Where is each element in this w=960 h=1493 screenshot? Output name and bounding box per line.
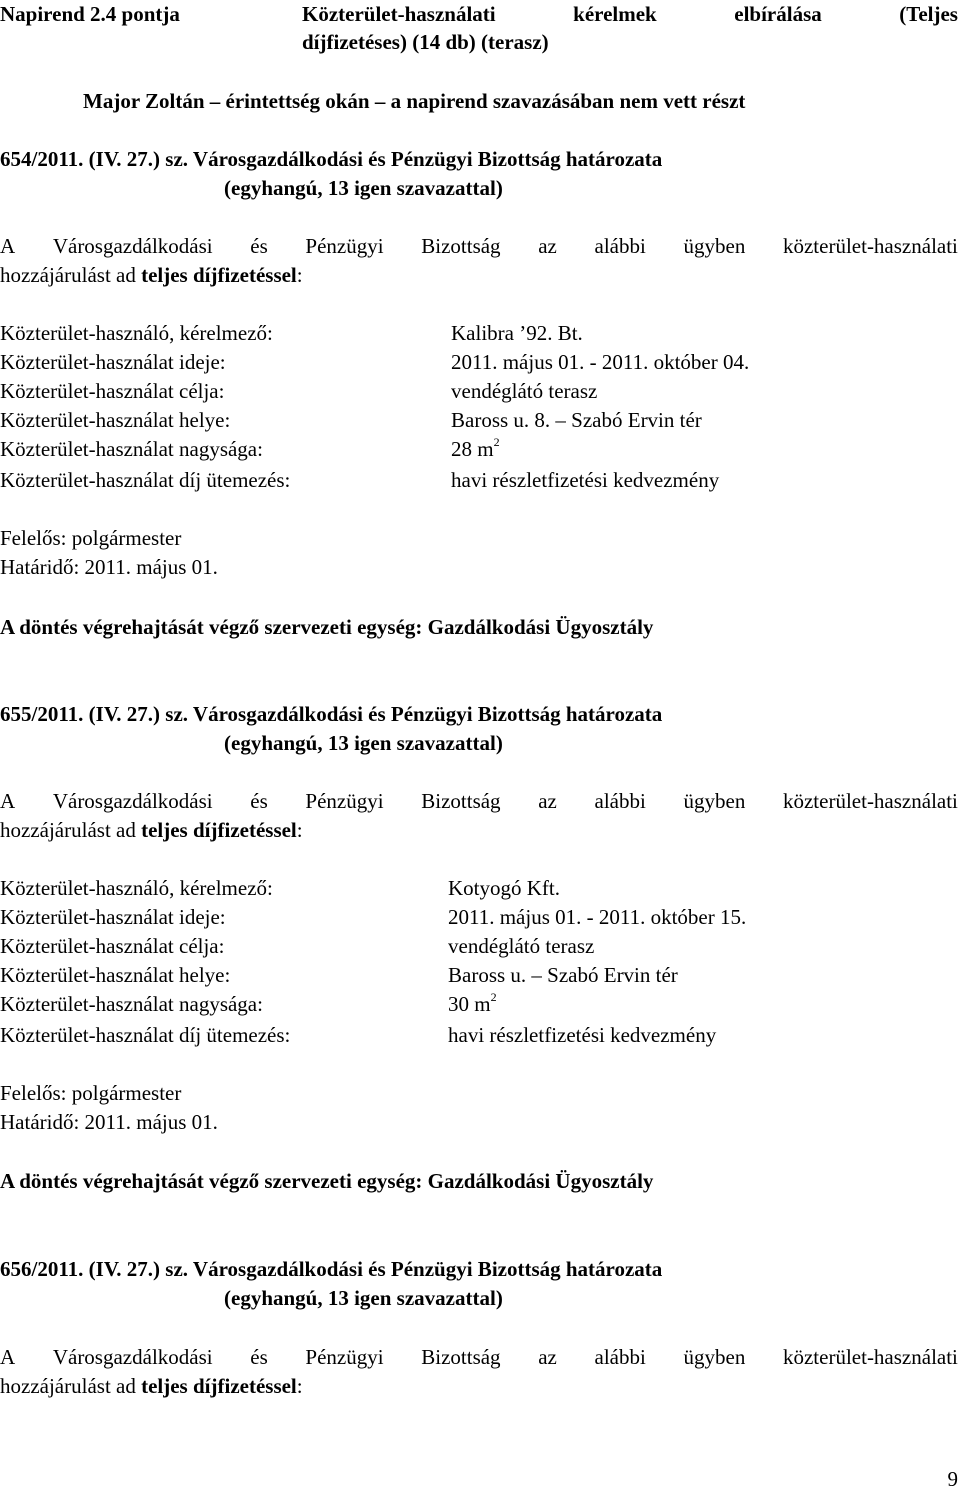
size-value: 28 m [451,437,494,461]
field-label-period: Közterület-használat ideje: [0,905,226,929]
intro-prefix: hozzájárulást ad [0,818,142,842]
intro-word: és [250,789,268,813]
intro-word: A [0,789,16,813]
intro-word: alábbi [594,234,646,258]
field-value-location: Baross u. – Szabó Ervin tér [448,963,678,987]
intro-word: Városgazdálkodási [52,1345,213,1369]
field-value-location: Baross u. 8. – Szabó Ervin tér [451,408,702,432]
resolution-heading [0,700,662,728]
field-label-location: Közterület-használat helye: [0,963,231,987]
intro-word: Pénzügyi [305,789,384,813]
agenda-title-line2: díjfizetéses) (14 db) (terasz) [302,30,549,54]
intro-word: Bizottság [421,1345,501,1369]
intro-word: alábbi [594,1345,646,1369]
intro-bold: teljes díjfizetéssel [141,263,297,287]
deadline: Határidő: 2011. május 01. [0,555,218,579]
intro-suffix: : [296,263,303,287]
intro-line-1 [0,1343,958,1371]
intro-word: Bizottság [421,234,501,258]
intro-bold: teljes díjfizetéssel [141,1374,297,1398]
intro-word: közterület-használati [782,234,958,258]
resolution-number: 656/2011. (IV. 27.) sz. [0,1257,189,1281]
field-label-purpose: Közterület-használat célja: [0,934,225,958]
resolution-vote: (egyhangú, 13 igen szavazattal) [224,1286,503,1310]
field-value-purpose: vendéglátó terasz [451,379,598,403]
resolution-title: Városgazdálkodási és Pénzügyi Bizottság határozata [192,702,663,726]
intro-word: alábbi [594,789,646,813]
intro-word: Pénzügyi [305,1345,384,1369]
field-label-schedule: Közterület-használat díj ütemezés: [0,1023,291,1047]
resolution-vote: (egyhangú, 13 igen szavazattal) [224,731,503,755]
field-value-schedule: havi részletfizetési kedvezmény [451,468,720,492]
intro-word: közterület-használati [782,789,958,813]
intro-word: ügyben [683,234,746,258]
intro-prefix: hozzájárulást ad [0,1374,142,1398]
resolution-title: Városgazdálkodási és Pénzügyi Bizottság határozata [192,1257,663,1281]
intro-line-2 [0,816,303,844]
intro-word: Városgazdálkodási [52,234,213,258]
title-word: (Teljes [899,2,958,26]
field-value-size [451,435,500,463]
responsible: Felelős: polgármester [0,526,182,550]
agenda-title-line1 [302,0,958,28]
intro-word: A [0,1345,16,1369]
field-label-period: Közterület-használat ideje: [0,350,226,374]
title-word: elbírálása [734,2,822,26]
title-word: Közterület-használati [302,2,496,26]
intro-word: ügyben [683,1345,746,1369]
field-label-size: Közterület-használat nagysága: [0,992,263,1016]
intro-line-1 [0,232,958,260]
responsible: Felelős: polgármester [0,1081,182,1105]
executor: A döntés végrehajtását végző szervezeti egység: Gazdálkodási Ügyosztály [0,1169,654,1193]
field-label-purpose: Közterület-használat célja: [0,379,225,403]
agenda-item: Napirend 2.4 pontja [0,2,180,26]
deadline: Határidő: 2011. május 01. [0,1110,218,1134]
intro-word: Városgazdálkodási [52,789,213,813]
intro-word: az [538,1345,557,1369]
intro-suffix: : [296,818,303,842]
field-value-period: 2011. május 01. - 2011. október 15. [448,905,747,929]
recusal-note: Major Zoltán – érintettség okán – a napirend szavazásában nem vett részt [83,89,746,113]
field-label-user: Közterület-használó, kérelmező: [0,321,273,345]
intro-word: közterület-használati [782,1345,958,1369]
field-label-size: Közterület-használat nagysága: [0,437,263,461]
intro-prefix: hozzájárulást ad [0,263,142,287]
resolution-heading [0,145,662,173]
page-number: 9 [947,1467,958,1491]
field-label-location: Közterület-használat helye: [0,408,231,432]
field-label-user: Közterület-használó, kérelmező: [0,876,273,900]
resolution-number: 654/2011. (IV. 27.) sz. [0,147,189,171]
field-label-schedule: Közterület-használat díj ütemezés: [0,468,291,492]
resolution-title: Városgazdálkodási és Pénzügyi Bizottság határozata [192,147,663,171]
intro-word: és [250,234,268,258]
intro-word: Pénzügyi [305,234,384,258]
intro-word: az [538,234,557,258]
intro-word: A [0,234,16,258]
intro-word: az [538,789,557,813]
resolution-vote: (egyhangú, 13 igen szavazattal) [224,176,503,200]
field-value-schedule: havi részletfizetési kedvezmény [448,1023,717,1047]
resolution-number: 655/2011. (IV. 27.) sz. [0,702,189,726]
field-value-purpose: vendéglátó terasz [448,934,595,958]
field-value-size [448,990,497,1018]
intro-suffix: : [296,1374,303,1398]
size-exponent: 2 [490,990,497,1004]
intro-line-2 [0,1372,303,1400]
field-value-period: 2011. május 01. - 2011. október 04. [451,350,750,374]
intro-line-2 [0,261,303,289]
executor: A döntés végrehajtását végző szervezeti egység: Gazdálkodási Ügyosztály [0,615,654,639]
field-value-user: Kalibra ’92. Bt. [451,321,583,345]
resolution-heading [0,1255,662,1283]
intro-line-1 [0,787,958,815]
size-exponent: 2 [493,435,500,449]
size-value: 30 m [448,992,491,1016]
intro-word: Bizottság [421,789,501,813]
intro-word: ügyben [683,789,746,813]
agenda-title [302,0,958,56]
intro-word: és [250,1345,268,1369]
field-value-user: Kotyogó Kft. [448,876,560,900]
title-word: kérelmek [573,2,657,26]
intro-bold: teljes díjfizetéssel [141,818,297,842]
